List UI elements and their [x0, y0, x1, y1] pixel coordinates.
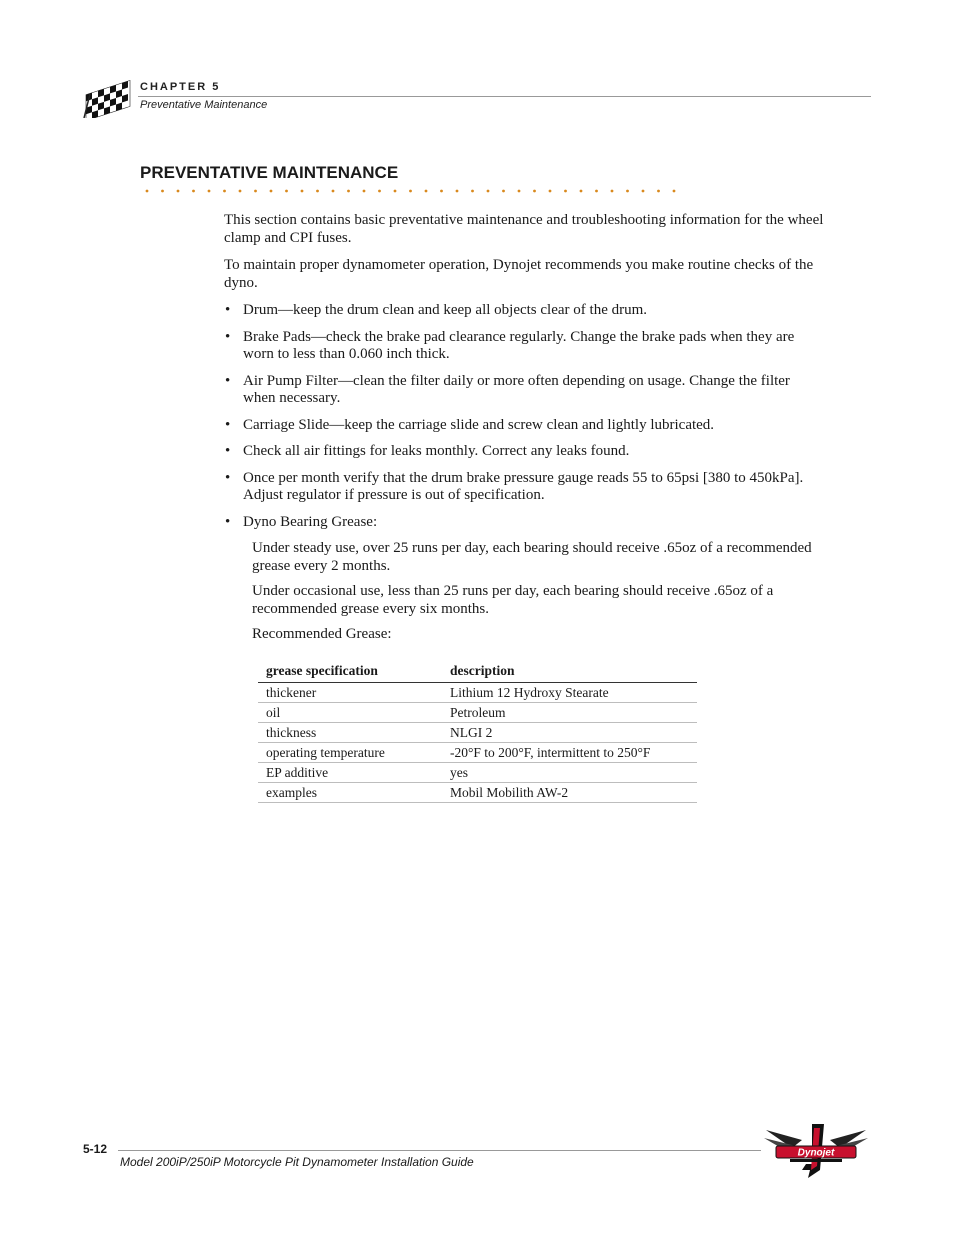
table-cell: -20°F to 200°F, intermittent to 250°F [442, 743, 697, 763]
divider-dot [177, 190, 180, 193]
divider-dot [642, 190, 645, 193]
page-number: 5-12 [83, 1142, 108, 1156]
grease-steady-note: Under steady use, over 25 runs per day, each bearing should receive .65oz of a recommended grease every 2 months. [252, 540, 812, 574]
list-item [224, 514, 818, 532]
divider-dot [440, 190, 443, 193]
list-item-text: Brake Pads—check the brake pad clearance regularly. Change the brake pads when they are worn to less than 0.060 inch thick. [243, 328, 795, 362]
bullet-glyph: • [225, 469, 231, 486]
divider-dot [471, 190, 474, 193]
column-header: grease specification [258, 662, 442, 683]
grease-notes [224, 540, 824, 644]
grease-occasional-note: Under occasional use, less than 25 runs per day, each bearing should receive .65oz of a recommended grease every six months. [252, 583, 774, 617]
grease-spec-table [258, 662, 697, 803]
table-row [258, 723, 697, 743]
logo-wordmark: Dynojet [797, 1147, 835, 1159]
footer-divider [118, 1150, 761, 1151]
divider-dot [549, 190, 552, 193]
section-title: PREVENTATIVE MAINTENANCE [140, 163, 399, 182]
table-row [258, 683, 697, 703]
table-cell: EP additive [258, 763, 442, 783]
divider-dot [270, 190, 273, 193]
bullet-glyph: • [225, 302, 231, 318]
divider-dot [146, 190, 149, 193]
divider-dot [611, 190, 614, 193]
list-item-text: Carriage Slide—keep the carriage slide and screw clean and lightly lubricated. [243, 416, 715, 433]
table-header-row [258, 662, 697, 683]
divider-dot [533, 190, 536, 193]
list-item [224, 329, 818, 364]
divider-dot [518, 190, 521, 193]
divider-dot [254, 190, 257, 193]
bullet-glyph: • [225, 328, 231, 345]
list-item [224, 302, 818, 320]
divider-dot [456, 190, 459, 193]
divider-dot [409, 190, 412, 193]
dotted-divider [145, 189, 690, 193]
dynojet-logo-icon [762, 1120, 870, 1180]
bullet-glyph: • [225, 443, 231, 459]
bullet-glyph: • [225, 513, 231, 530]
table-cell: thickness [258, 723, 442, 743]
divider-dot [363, 190, 366, 193]
divider-dot [502, 190, 505, 193]
divider-dot [378, 190, 381, 193]
table-row [258, 743, 697, 763]
divider-dot [657, 190, 660, 193]
document-title: Model 200iP/250iP Motorcycle Pit Dynamometer Installation Guide [120, 1155, 474, 1169]
table-row [258, 763, 697, 783]
divider-dot [347, 190, 350, 193]
column-header: description [442, 662, 697, 683]
divider-dot [301, 190, 304, 193]
list-item [224, 470, 818, 505]
list-item-text: Drum—keep the drum clean and keep all objects clear of the drum. [243, 302, 648, 318]
list-item [224, 417, 818, 435]
divider-dot [223, 190, 226, 193]
list-item-text: Dyno Bearing Grease: [243, 513, 378, 530]
table-cell: Mobil Mobilith AW-2 [442, 783, 697, 803]
bullet-glyph: • [225, 372, 231, 389]
table-cell: oil [258, 703, 442, 723]
intro-paragraph: This section contains basic preventative maintenance and troubleshooting information for the wheel clamp and CPI fuses. [224, 212, 824, 246]
list-item [224, 373, 818, 408]
table-row [258, 783, 697, 803]
intro-paragraph: To maintain proper dynamometer operation, Dynojet recommends you make routine checks of the dyno. [224, 257, 814, 291]
chapter-title: Preventative Maintenance [140, 99, 268, 111]
divider-dot [332, 190, 335, 193]
divider-dot [192, 190, 195, 193]
maintenance-list [224, 302, 824, 531]
divider-dot [316, 190, 319, 193]
divider-dot [673, 190, 676, 193]
bullet-glyph: • [225, 416, 231, 433]
list-item-text: Once per month verify that the drum brake pressure gauge reads 55 to 65psi [380 to 450kPa]. Adjust regulator if pressure is out of specification. [243, 469, 804, 503]
divider-dot [239, 190, 242, 193]
recommended-grease-label: Recommended Grease: [252, 626, 392, 642]
divider-dot [487, 190, 490, 193]
list-item [224, 443, 818, 461]
list-item-text: Check all air fittings for leaks monthly. Correct any leaks found. [243, 443, 630, 459]
section-body [224, 212, 824, 652]
table-cell: examples [258, 783, 442, 803]
divider-dot [394, 190, 397, 193]
divider-dot [595, 190, 598, 193]
divider-dot [626, 190, 629, 193]
divider-dot [580, 190, 583, 193]
divider-dot [208, 190, 211, 193]
table-cell: Lithium 12 Hydroxy Stearate [442, 683, 697, 703]
table-cell: thickener [258, 683, 442, 703]
divider-dot [564, 190, 567, 193]
table-row [258, 703, 697, 723]
divider-dot [285, 190, 288, 193]
table-cell: operating temperature [258, 743, 442, 763]
divider-dot [425, 190, 428, 193]
divider-dot [161, 190, 164, 193]
table-cell: yes [442, 763, 697, 783]
list-item-text: Air Pump Filter—clean the filter daily or more often depending on usage. Change the filter when necessary. [243, 372, 790, 406]
chapter-label: CHAPTER 5 [140, 81, 221, 93]
checkered-flag-icon [82, 74, 134, 118]
header-divider [138, 96, 871, 97]
table-cell: NLGI 2 [442, 723, 697, 743]
table-cell: Petroleum [442, 703, 697, 723]
